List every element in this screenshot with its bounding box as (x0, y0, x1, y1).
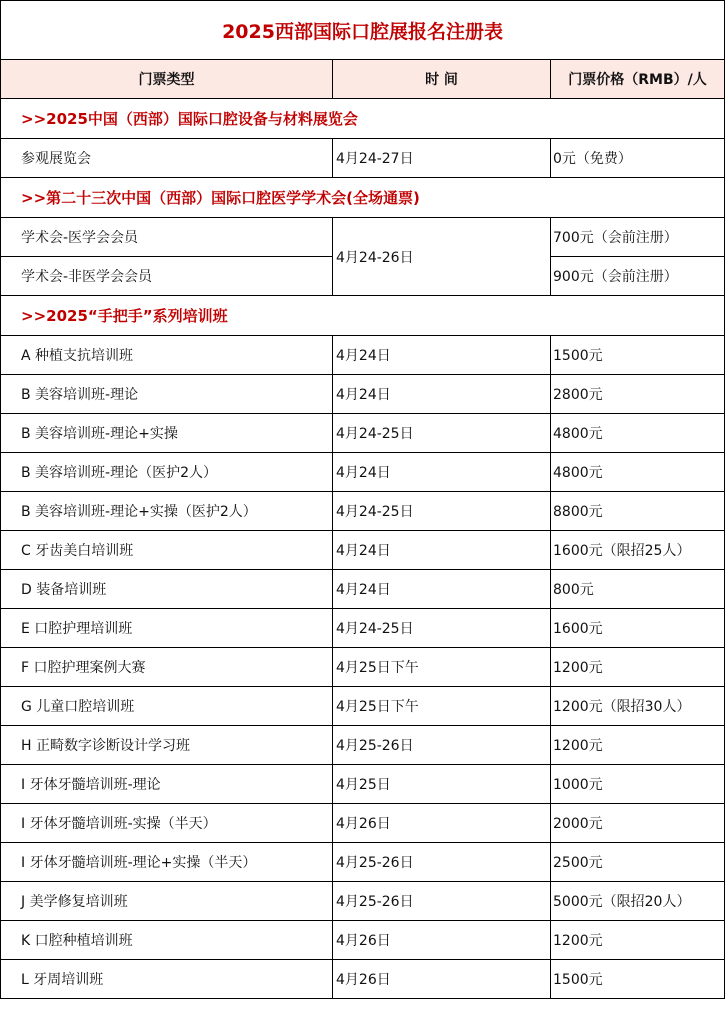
ticket-type-cell: I 牙体牙髓培训班-理论+实操（半天） (1, 843, 333, 882)
price-cell: 2800元 (551, 375, 725, 414)
price-cell: 700元（会前注册） (551, 218, 725, 257)
table-row (1, 414, 725, 453)
section-row (1, 99, 725, 139)
table-row (1, 843, 725, 882)
time-cell: 4月24日 (333, 570, 551, 609)
table-row (1, 492, 725, 531)
time-cell: 4月24日 (333, 336, 551, 375)
table-row (1, 336, 725, 375)
price-cell: 5000元（限招20人） (551, 882, 725, 921)
time-cell: 4月24-25日 (333, 609, 551, 648)
time-cell: 4月24日 (333, 453, 551, 492)
table-row (1, 570, 725, 609)
table-row (1, 726, 725, 765)
price-cell: 1200元 (551, 726, 725, 765)
table-row (1, 139, 725, 178)
table-row (1, 882, 725, 921)
table-row (1, 453, 725, 492)
section-row (1, 296, 725, 336)
ticket-type-cell: J 美学修复培训班 (1, 882, 333, 921)
ticket-type-cell: F 口腔护理案例大赛 (1, 648, 333, 687)
section-heading: >>第二十三次中国（西部）国际口腔医学学术会(全场通票) (1, 178, 725, 218)
time-cell: 4月24-27日 (333, 139, 551, 178)
table-row (1, 609, 725, 648)
price-cell: 2500元 (551, 843, 725, 882)
ticket-type-cell: 参观展览会 (1, 139, 333, 178)
time-cell: 4月26日 (333, 921, 551, 960)
header-ticket-type: 门票类型 (1, 60, 333, 99)
header-price: 门票价格（RMB）/人 (551, 60, 725, 99)
ticket-type-cell: E 口腔护理培训班 (1, 609, 333, 648)
price-cell: 2000元 (551, 804, 725, 843)
price-cell: 1000元 (551, 765, 725, 804)
title-row (1, 1, 725, 60)
header-row (1, 60, 725, 99)
price-cell: 800元 (551, 570, 725, 609)
time-cell: 4月24日 (333, 531, 551, 570)
price-cell: 1200元（限招30人） (551, 687, 725, 726)
ticket-type-cell: B 美容培训班-理论（医护2人） (1, 453, 333, 492)
price-cell: 1600元（限招25人） (551, 531, 725, 570)
ticket-type-cell: 学术会-非医学会会员 (1, 257, 333, 296)
ticket-type-cell: H 正畸数字诊断设计学习班 (1, 726, 333, 765)
time-cell: 4月26日 (333, 960, 551, 999)
ticket-type-cell: K 口腔种植培训班 (1, 921, 333, 960)
time-cell: 4月24-26日 (333, 218, 551, 296)
table-row (1, 375, 725, 414)
price-cell: 1500元 (551, 960, 725, 999)
price-cell: 1200元 (551, 921, 725, 960)
price-cell: 1200元 (551, 648, 725, 687)
ticket-type-cell: 学术会-医学会会员 (1, 218, 333, 257)
table-row (1, 960, 725, 999)
time-cell: 4月26日 (333, 804, 551, 843)
ticket-type-cell: I 牙体牙髓培训班-实操（半天） (1, 804, 333, 843)
table-row (1, 921, 725, 960)
ticket-type-cell: B 美容培训班-理论+实操（医护2人） (1, 492, 333, 531)
header-time: 时 间 (333, 60, 551, 99)
time-cell: 4月25日 (333, 765, 551, 804)
price-cell: 8800元 (551, 492, 725, 531)
table-row (1, 804, 725, 843)
table-row (1, 218, 725, 257)
page-title: 2025西部国际口腔展报名注册表 (1, 1, 725, 60)
price-cell: 0元（免费） (551, 139, 725, 178)
ticket-type-cell: A 种植支抗培训班 (1, 336, 333, 375)
ticket-type-cell: C 牙齿美白培训班 (1, 531, 333, 570)
section-row (1, 178, 725, 218)
table-row (1, 531, 725, 570)
price-cell: 1500元 (551, 336, 725, 375)
ticket-type-cell: G 儿童口腔培训班 (1, 687, 333, 726)
time-cell: 4月25日下午 (333, 648, 551, 687)
time-cell: 4月25-26日 (333, 843, 551, 882)
ticket-type-cell: L 牙周培训班 (1, 960, 333, 999)
time-cell: 4月24-25日 (333, 492, 551, 531)
table-row (1, 648, 725, 687)
ticket-type-cell: D 装备培训班 (1, 570, 333, 609)
price-cell: 1600元 (551, 609, 725, 648)
time-cell: 4月25日下午 (333, 687, 551, 726)
ticket-type-cell: I 牙体牙髓培训班-理论 (1, 765, 333, 804)
section-heading: >>2025“手把手”系列培训班 (1, 296, 725, 336)
time-cell: 4月25-26日 (333, 726, 551, 765)
table-row (1, 765, 725, 804)
price-cell: 4800元 (551, 414, 725, 453)
table-row (1, 687, 725, 726)
time-cell: 4月25-26日 (333, 882, 551, 921)
price-cell: 900元（会前注册） (551, 257, 725, 296)
time-cell: 4月24-25日 (333, 414, 551, 453)
ticket-type-cell: B 美容培训班-理论+实操 (1, 414, 333, 453)
section-heading: >>2025中国（西部）国际口腔设备与材料展览会 (1, 99, 725, 139)
time-cell: 4月24日 (333, 375, 551, 414)
price-cell: 4800元 (551, 453, 725, 492)
ticket-type-cell: B 美容培训班-理论 (1, 375, 333, 414)
